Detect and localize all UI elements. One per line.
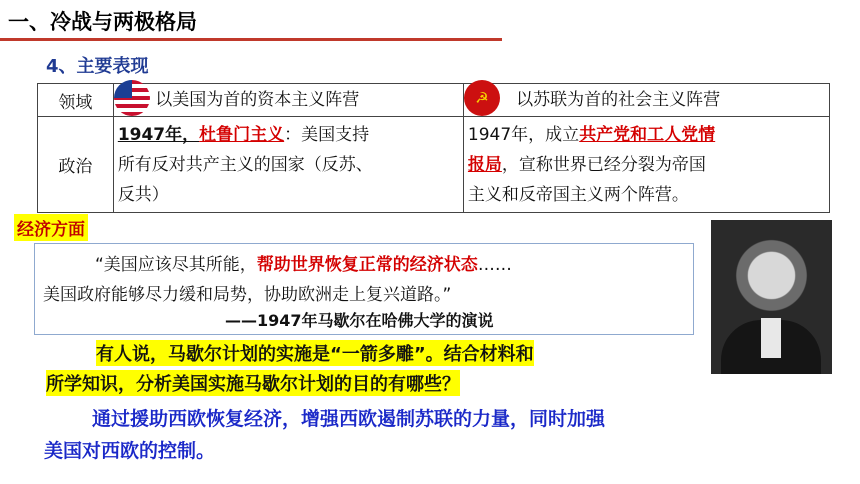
table-header-row xyxy=(38,84,830,117)
truman-doctrine-term: 杜鲁门主义 xyxy=(199,124,285,145)
cominform-term-2: 报局 xyxy=(467,154,502,175)
header-field-label: 领域 xyxy=(58,92,93,113)
su-text-2: 主义和反帝国主义两个阵营。 xyxy=(467,184,689,205)
us-politics-cell xyxy=(113,117,463,213)
table-row-politics xyxy=(38,117,830,213)
us-text-1: ：美国支持 xyxy=(284,124,370,145)
us-text-3: 反共） xyxy=(117,184,169,205)
comparison-table xyxy=(37,83,830,213)
quote-line-1 xyxy=(95,250,512,275)
header-field-cell xyxy=(38,84,114,117)
quote-open: “美国应该尽其所能， xyxy=(95,255,257,275)
question-line-1: 有人说，马歇尔计划的实施是“一箭多雕”。结合材料和 xyxy=(96,340,534,366)
header-us-label: 以美国为首的资本主义阵营 xyxy=(155,90,360,110)
answer-line-1: 通过援助西欧恢复经济，增强西欧遏制苏联的力量，同时加强 xyxy=(92,408,606,430)
cominform-term-1: 共产党和工人党情 xyxy=(579,124,716,145)
su-text-1: ，宣称世界已经分裂为帝国 xyxy=(501,154,706,175)
us-year: 1947年， xyxy=(117,124,200,145)
quote-line-2: 美国政府能够尽力缓和局势，协助欧洲走上复兴道路。” xyxy=(43,285,452,305)
question-line-2: 所学知识，分析美国实施马歇尔计划的目的有哪些？ xyxy=(46,370,460,396)
economy-label: 经济方面 xyxy=(14,214,88,241)
quote-box xyxy=(34,243,694,335)
field-politics-cell xyxy=(38,117,114,213)
su-text-pre: 1947年，成立 xyxy=(467,124,580,145)
su-politics-cell xyxy=(463,117,829,213)
soviet-flag-icon: ☭ xyxy=(464,80,500,116)
us-text-2: 所有反对共产主义的国家（反苏、 xyxy=(117,154,373,175)
subsection-title: 4、主要表现 xyxy=(46,56,149,77)
quote-ellipsis: …… xyxy=(477,255,512,275)
section-title: 一、冷战与两极格局 xyxy=(8,10,197,34)
header-us-cell xyxy=(113,84,463,117)
quote-highlight: 帮助世界恢复正常的经济状态 xyxy=(256,255,478,275)
portrait-shirt xyxy=(761,318,781,358)
header-su-cell xyxy=(463,84,829,117)
us-flag-icon xyxy=(114,80,150,116)
answer-line-2: 美国对西欧的控制。 xyxy=(44,440,216,462)
marshall-portrait xyxy=(711,220,832,374)
title-underline xyxy=(0,38,502,41)
header-su-label: 以苏联为首的社会主义阵营 xyxy=(516,90,721,110)
quote-source: ——1947年马歇尔在哈佛大学的演说 xyxy=(225,311,494,330)
field-politics-label: 政治 xyxy=(58,157,93,177)
